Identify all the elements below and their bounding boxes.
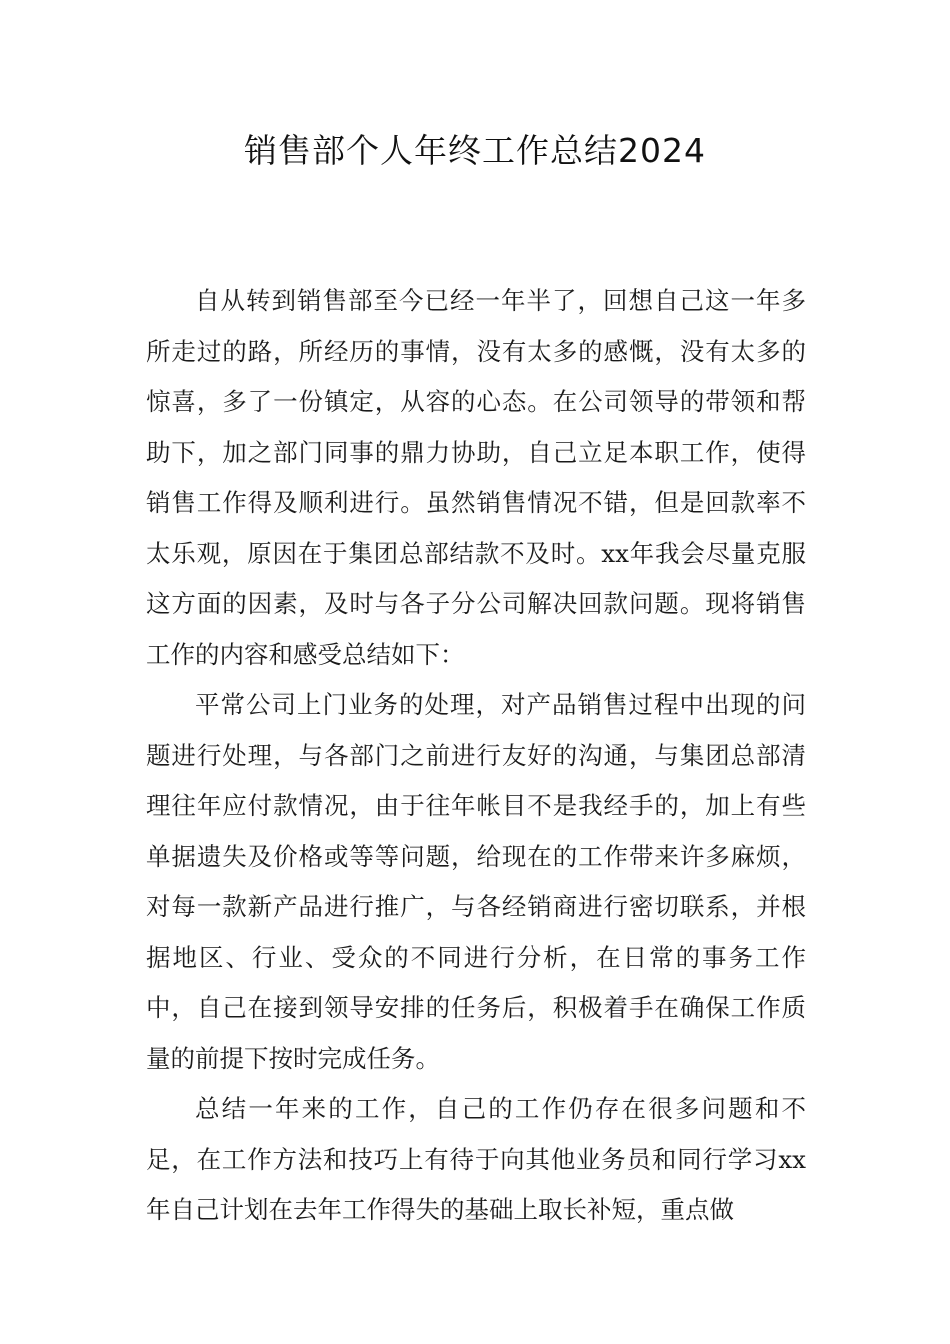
- document-title: 销售部个人年终工作总结2024: [244, 131, 706, 170]
- paragraph-intro: 自从转到销售部至今已经一年半了，回想自己这一年多所走过的路，所经历的事情，没有太多的感慨，没有太多的惊喜，多了一份镇定，从容的心态。在公司领导的带领和帮助下，加之部门同事的鼎力协助，自己立足本职工作，使得销售工作得及顺利进行。虽然销售情况不错，但是回款率不太乐观，原因在于集团总部结款不及时。xx年我会尽量克服这方面的因素，及时与各子分公司解决回款问题。现将销售工作的内容和感受总结如下：: [146, 286, 806, 669]
- paragraph-summary: 总结一年来的工作，自己的工作仍存在很多问题和不足，在工作方法和技巧上有待于向其他业务员和同行学习xx年自己计划在去年工作得失的基础上取长补短，重点做: [146, 1094, 806, 1224]
- document-body: [146, 276, 806, 1236]
- paragraph-daily-work: 平常公司上门业务的处理，对产品销售过程中出现的问题进行处理，与各部门之前进行友好的沟通，与集团总部清理往年应付款情况，由于往年帐目不是我经手的，加上有些单据遗失及价格或等等问题，给现在的工作带来许多麻烦，对每一款新产品进行推广，与各经销商进行密切联系，并根据地区、行业、受众的不同进行分析，在日常的事务工作中，自己在接到领导安排的任务后，积极着手在确保工作质量的前提下按时完成任务。: [146, 690, 806, 1073]
